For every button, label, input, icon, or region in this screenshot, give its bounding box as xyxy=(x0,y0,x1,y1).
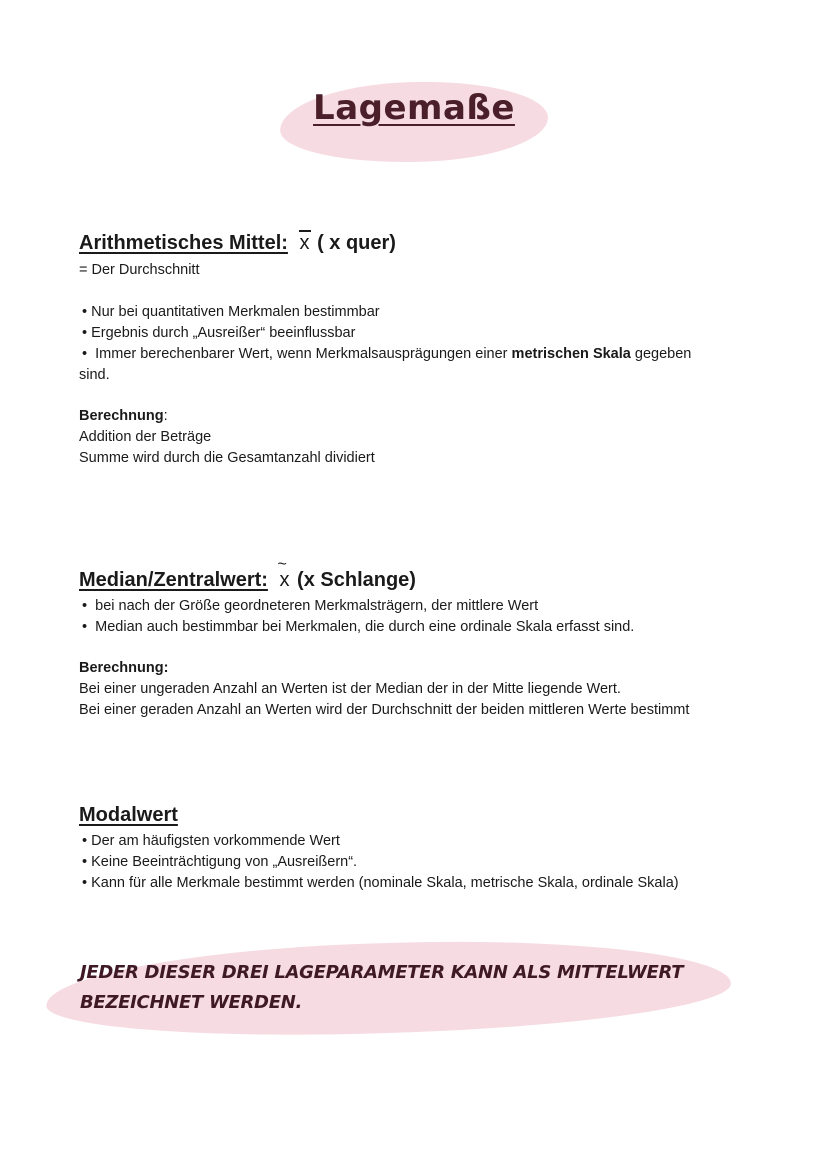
x-bar-symbol xyxy=(298,232,312,255)
arithmetic-bullet-3-continuation: sind. xyxy=(79,367,110,383)
arithmetic-bullet-1: • Nur bei quantitativen Merkmalen bestimmbar xyxy=(82,304,380,320)
median-bullet-2: • Median auch bestimmbar bei Merkmalen, die durch eine ordinale Skala erfasst sind. xyxy=(82,619,635,635)
arithmetic-bullet-2-text: Ergebnis durch „Ausreißer“ beeinflussbar xyxy=(91,325,356,341)
median-calc-line-2: Bei einer geraden Anzahl an Werten wird der Durchschnitt der beiden mittleren Werte bestimmt xyxy=(79,702,690,718)
arithmetic-bullet-3-post: gegeben xyxy=(634,346,692,362)
modal-bullet-3: • Kann für alle Merkmale bestimmt werden (nominale Skala, metrische Skala, ordinale Skala) xyxy=(82,875,679,891)
arithmetic-bullet-1-text: Nur bei quantitativen Merkmalen bestimmbar xyxy=(91,304,380,320)
median-calc-label: Berechnung: xyxy=(79,660,169,676)
modal-bullet-1: • Der am häufigsten vorkommende Wert xyxy=(82,833,340,849)
arithmetic-calc-colon: : xyxy=(163,408,168,424)
median-calc-line-1: Bei einer ungeraden Anzahl an Werten ist der Median der in der Mitte liegende Wert. xyxy=(79,681,621,697)
x-tilde-letter: x xyxy=(279,569,290,591)
arithmetic-calc-label-text: Berechnung xyxy=(79,408,164,424)
arithmetic-calc-line-1: Addition der Beträge xyxy=(79,429,212,445)
metrische-skala-emphasis: metrischen Skala xyxy=(511,346,631,362)
x-tilde-note: (x Schlange) xyxy=(297,569,416,591)
median-bullet-2-text: Median auch bestimmbar bei Merkmalen, die durch eine ordinale Skala erfasst sind. xyxy=(95,619,635,635)
x-tilde-symbol: ~ x xyxy=(277,556,290,591)
arithmetic-bullet-3: • Immer berechenbarer Wert, wenn Merkmalsausprägungen einer metrischen Skala gegeben xyxy=(82,346,692,362)
arithmetic-mean-heading xyxy=(79,232,396,255)
modal-bullet-2: • Keine Beeinträchtigung von „Ausreißern“. xyxy=(82,854,358,870)
arithmetic-bullet-2: • Ergebnis durch „Ausreißer“ beeinflussbar xyxy=(82,325,356,341)
modal-bullet-3-text: Kann für alle Merkmale bestimmt werden (nominale Skala, metrische Skala, ordinale Skala) xyxy=(91,875,679,891)
x-bar-letter: x xyxy=(299,232,310,254)
median-bullet-1-text: bei nach der Größe geordneteren Merkmalsträgern, der mittlere Wert xyxy=(95,598,539,614)
arithmetic-bullet-3-pre: Immer berechenbarer Wert, wenn Merkmalsausprägungen einer xyxy=(95,346,508,362)
median-bullet-1: • bei nach der Größe geordneteren Merkmalsträgern, der mittlere Wert xyxy=(82,598,539,614)
arithmetic-calc-line-2: Summe wird durch die Gesamtanzahl dividiert xyxy=(79,450,375,466)
page-title: Lagemaße xyxy=(313,88,515,128)
arithmetic-calc-label xyxy=(79,406,168,427)
conclusion-text: JEDER DIESER DREI LAGEPARAMETER KANN ALS MITTELWERT BEZEICHNET WERDEN. xyxy=(80,962,684,1013)
arithmetic-mean-title: Arithmetisches Mittel: xyxy=(79,232,288,254)
median-title: Median/Zentralwert: xyxy=(79,569,268,591)
modal-title: Modalwert xyxy=(79,804,178,826)
x-bar-note: ( x quer) xyxy=(317,232,396,254)
modal-heading xyxy=(79,804,178,827)
arithmetic-definition: = Der Durchschnitt xyxy=(79,262,200,278)
modal-bullet-1-text: Der am häufigsten vorkommende Wert xyxy=(91,833,340,849)
modal-bullet-2-text: Keine Beeinträchtigung von „Ausreißern“. xyxy=(91,854,358,870)
median-heading xyxy=(79,556,416,592)
